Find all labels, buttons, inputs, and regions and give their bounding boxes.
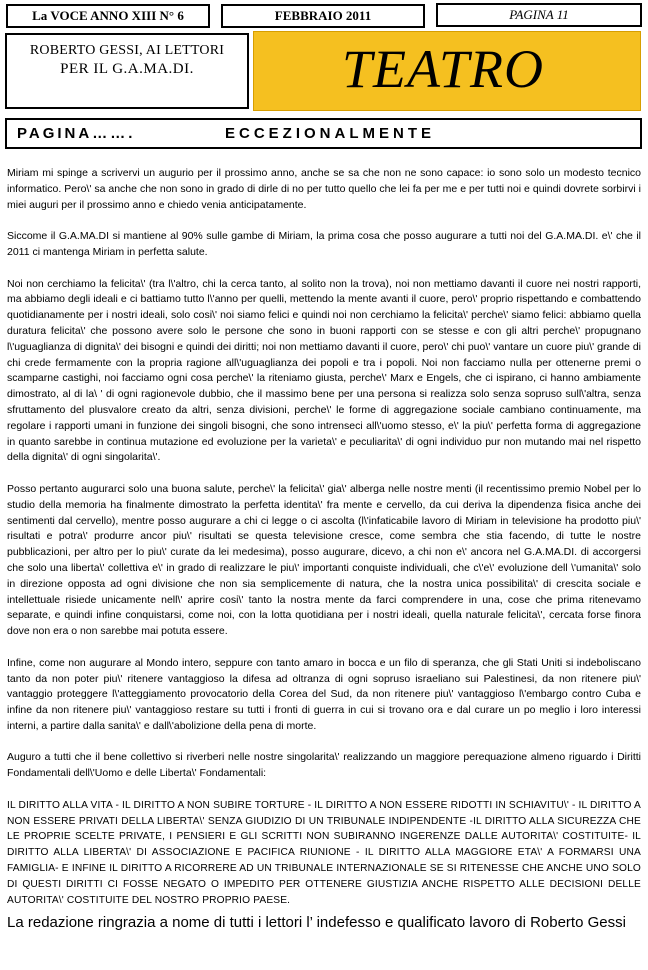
author-box — [5, 33, 249, 109]
rights-list: IL DIRITTO ALLA VITA - IL DIRITTO A NON SUBIRE TORTURE - IL DIRITTO A NON ESSERE RIDOTTI IN SCHIAVITU\' - IL DIRITTO A NON ESSERE PRIVATI DELLA LIBERTA\' SENZA GIUDIZIO DI UN TRIBUNALE INDIPENDENTE -IL DIRITTO ALLA SICUREZZA CHE LE PROPRIE SCELTE PRIVATE, I PENSIERI E GLI SCRITTI NON SUBIRANNO INGERENZE DALLE AUTORITA\' COSTITUITE- IL DIRITTO ALLA LIBERTA\' DI ASSOCIAZIONE E PACIFICA RIUNIONE - IL DIRITTO ALLA MAGGIORE ETA\' A FORMARSI UNA FAMIGLIA- E INFINE IL DIRITTO A RICORRERE AD UN TRIBUNALE INTERNAZIONALE SE SI RITENESSE CHE ANCHE UNO SOLO DI QUESTI DIRITTI CI FOSSE NEGATO O IMPEDITO PER OTTENERE GIUSTIZIA ANCHE RISPETTO ALLE DECISIONI DELLE AUTORITA\' COSTITUITE DEL NOSTRO PROPRIO PAESE. — [7, 799, 641, 906]
article-paragraph: Infine, come non augurare al Mondo intero, seppure con tanto amaro in bocca e un filo di speranza, che gli Stati Uniti si indeboliscano tanto da non poter piu\' ritenere vantaggioso la difesa ad oltranza di ogni sopruso israeliano sui Palestinesi, da non ritenere piu\' vantaggio proteggere l\'atteggiamento provocatorio della Corea del Sud, da non ritenere piu\' vantaggioso l\'embargo contro Cuba e infine da non ritenere piu\' vantaggioso restare su tutti i fronti di guerra in cui si trovano ora e dal curare un po meglio i loro interessi interni, a partire dalla sanita\' e dall\'abolizione della pena di morte. — [7, 656, 641, 732]
section-title: TEATRO — [342, 39, 545, 99]
headline-banner — [5, 118, 642, 149]
article-paragraph: Noi non cerchiamo la felicita\' (tra l\'altro, chi la cerca tanto, al solito non la trova), noi non mettiamo davanti il cuore nei nostri rapporti, ma abbiamo degli ideali e ci battiamo tutto l\'anno per quelli, mettendo la mente avanti il cuore, pero\' proprio rispettando e combattendo quotidianamente per i nostri ideali, solo cosi\' noi siamo felici e quindi noi non cerchiamo la felicita\' perche\' siamo felici: abbiamo quella duratura felicita\' che possono avere solo le persone che sono in buoni rapporti con se stesse e con gli altri perche\' propugnano l\'uguaglianza di dignita\' dei bisogni e quindi dei diritti; noi non mettiamo davanti il cuore, pero\' chi puo\' vantare un cuore piu\' grande di chi crede fermamente con la propria ragione all\'uguaglianza dei popoli e tra i popoli. Noi non facciamo nulla per ottenerne premi o scamparne castighi, noi facciamo ogni cosa perche\' la riteniamo giusta, perche\' Marx e Engels, che ci ispirano, ci hanno ambiamente dimostrato, al di la\ ' di ogni ragionevole dubbio, che il massimo bene per una persona si realizza solo senza sopruso sull\'altra, senza sfruttamento del plusvalore creato da altri, senza divisioni, perche\' le forme di aggregazione sociale cambiano continuamente, ma regolare i rapporti umani in funzione dei singoli bisogni, che sono intrenseci all\'uomo stesso, e\' la piu\' perfetta forma di aggregazione in quanto sarebbe in continua mutazione ed evoluzione per la varieta\' e peculiarita\' di ogni individuo pur non mutando mai nel rispetto della dignita\' di ogni singolarita\'. — [7, 277, 641, 464]
article-paragraph: Auguro a tutti che il bene collettivo si riverberi nelle nostre singolarita\' realizzando un maggiore perequazione almeno riguardo i Diritti Fondamentali dell\'Uomo e delle Liberta\' Fondamentali: — [7, 751, 641, 780]
headline-right: ECCEZIONALMENTE — [225, 125, 435, 142]
article-paragraph: Siccome il G.A.MA.DI si mantiene al 90% sulle gambe di Miriam, la prima cosa che posso augurare a tutti noi del G.A.MA.DI. e\' che il 2011 ci mantenga Miriam in perfetta salute. — [7, 230, 641, 258]
recipient-line: PER IL G.A.MA.DI. — [60, 61, 194, 77]
author-line: ROBERTO GESSI, AI LETTORI — [29, 43, 225, 58]
issue-label: La VOCE ANNO XIII N° 6 — [6, 4, 210, 28]
page-number: PAGINA 11 — [436, 3, 642, 27]
headline-left: PAGINA……. — [17, 125, 136, 142]
article-paragraph: Miriam mi spinge a scrivervi un augurio per il prossimo anno, anche se sa che non ne sono capace: io sono solo un modesto tecnico informatico. Pero\' sa anche che non sono in grado di dirle di no per tutto quello che lei fa per me e per tutti noi e quindi dovrete sorbirvi i miei auguri per il prossimo anno e chiedo venia anticipatamente. — [7, 167, 641, 211]
article-body — [7, 166, 641, 924]
issue-date: FEBBRAIO 2011 — [221, 4, 425, 28]
closing-note: La redazione ringrazia a nome di tutti i lettori l’ indefesso e qualificato lavoro di Roberto Gessi — [7, 914, 626, 931]
article-paragraph: Posso pertanto augurarci solo una buona salute, perche\' la felicita\' gia\' alberga nelle nostre menti (il recentissimo premio Nobel per lo studio della memoria ha finalmente dimostrato la perfetta identita\' fra mente e cervello, da cui deriva la dipendenza fisica anche dei sentimenti dal cervello), mentre posso augurare a chi ci legge o ci ascolta (l\'infaticabile lavoro di Miriam in televisione ha prodotto piu\' risultati e potra\' produrre ancor piu\' risultati se questa televisione cresce, come sembra che stia facendo, di tutte le nostre pubblicazioni, per altro per lo piu\' curate da lei medesima), posso augurare, dicevo, a chi non e\' ancora nel G.A.MA.DI. di accorgersi che solo una liberta\' collettiva e\' in grado di realizzare le piu\' importanti conquiste individuali, che c\'e\' evoluzione dell \'umanita\' solo in direzione opposta ad ogni divisione che non sia semplicemente di natura, che la nostra unica possibilita\' di crescita sociale e intellettuale risiede unicamente nell\' aprire cosi\' tanto la nostra mente da farci comprendere in una, cose che prima ritenevamo separate, e quindi infine conquistarsi, come noi, con la lotta quotidiana per i nostri ideali, quella naturale felicita\', cercata forse finora dove non era o non sarebbe mai potuta essere. — [7, 482, 641, 638]
section-title-box — [253, 31, 641, 111]
